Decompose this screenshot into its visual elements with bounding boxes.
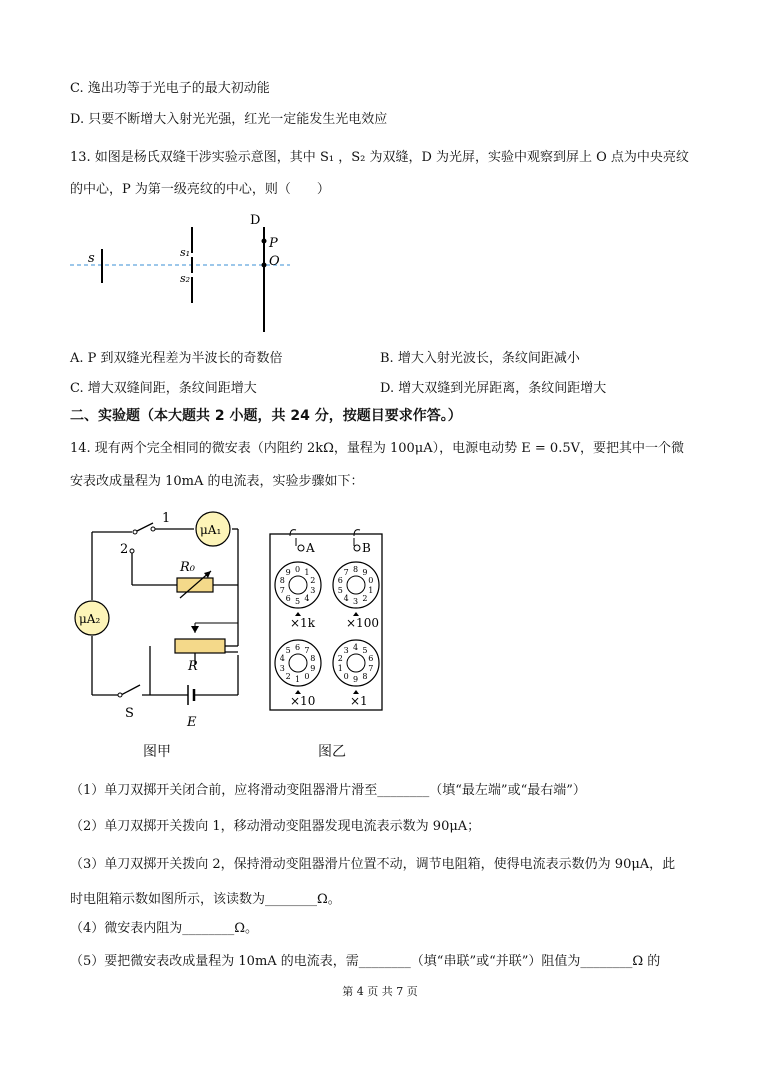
- svg-text:1: 1: [295, 675, 301, 684]
- svg-text:7: 7: [279, 585, 285, 595]
- svg-text:9: 9: [362, 568, 368, 578]
- svg-text:1: 1: [368, 585, 374, 595]
- svg-text:8: 8: [353, 565, 359, 574]
- q13-option-a: A. P 到双缝光程差为半波长的奇数倍: [70, 351, 283, 366]
- q13-stem-line2: 的中心，P 为第一级亮纹的中心，则（ ）: [70, 182, 330, 197]
- r0-label: R₀: [180, 560, 195, 575]
- svg-text:9: 9: [285, 568, 291, 578]
- svg-text:2: 2: [285, 671, 291, 681]
- svg-text:6: 6: [285, 593, 291, 603]
- section-title: 二、实验题（本大题共 2 小题，共 24 分，按题目要求作答。）: [70, 408, 462, 424]
- svg-text:4: 4: [353, 643, 359, 652]
- label-s1: s₁: [180, 246, 191, 259]
- q13-option-d: D. 增大双缝到光屏距离，条纹间距增大: [380, 381, 607, 396]
- svg-text:5: 5: [285, 646, 291, 656]
- r-label: R: [188, 659, 198, 674]
- switch-terminal-2: 2: [120, 542, 129, 557]
- multiplier-1k: ×1k: [290, 616, 315, 630]
- q14-stem-line2: 安表改成量程为 10mA 的电流表，实验步骤如下：: [70, 474, 364, 489]
- svg-text:7: 7: [343, 568, 349, 578]
- rheostat-symbol: [175, 639, 225, 653]
- q14-stem-line1: 14. 现有两个完全相同的微安表（内阻约 2kΩ，量程为 100μA），电源电动势 E = 0.5V，要把其中一个微: [70, 441, 684, 456]
- multiplier-100: ×100: [346, 616, 379, 630]
- q14-step-3-line1: （3）单刀双掷开关拨向 2，保持滑动变阻器滑片位置不动，调节电阻箱，使得电流表示数仍为 90μA，此: [70, 857, 676, 872]
- svg-text:0: 0: [368, 576, 374, 586]
- label-d: D: [250, 213, 261, 228]
- svg-text:4: 4: [304, 593, 310, 603]
- terminal-b: B: [362, 541, 371, 555]
- figure-jia-caption: 图甲: [143, 744, 171, 760]
- svg-text:6: 6: [368, 654, 374, 664]
- svg-text:2: 2: [310, 576, 316, 586]
- resistance-box-figure: [268, 528, 388, 713]
- q13-stem-line1: 13. 如图是杨氏双缝干涉实验示意图，其中 S₁ ，S₂ 为双缝，D 为光屏，实验中观察到屏上 O 点为中央亮纹: [70, 150, 689, 165]
- svg-text:1: 1: [304, 568, 310, 578]
- svg-text:4: 4: [343, 593, 349, 603]
- q13-option-b: B. 增大入射光波长，条纹间距减小: [380, 351, 580, 366]
- q14-step-5: （5）要把微安表改成量程为 10mA 的电流表，需________（填“串联”或“并联”）阻值为________Ω 的: [70, 954, 661, 969]
- q14-step-2: （2）单刀双掷开关拨向 1，移动滑动变阻器发现电流表示数为 90μA；: [70, 819, 481, 834]
- label-p: P: [269, 236, 278, 251]
- q13-option-c: C. 增大双缝间距，条纹间距增大: [70, 381, 257, 396]
- svg-text:2: 2: [337, 654, 343, 664]
- svg-text:8: 8: [362, 671, 368, 681]
- svg-text:3: 3: [343, 646, 349, 656]
- svg-text:5: 5: [362, 646, 368, 656]
- multiplier-10: ×10: [290, 694, 316, 708]
- svg-text:9: 9: [310, 663, 316, 673]
- svg-text:5: 5: [337, 585, 343, 595]
- svg-text:3: 3: [310, 585, 316, 595]
- svg-text:4: 4: [279, 654, 285, 664]
- e-label: E: [187, 715, 197, 730]
- svg-text:8: 8: [279, 576, 285, 586]
- svg-text:6: 6: [337, 576, 343, 586]
- double-slit-figure: [60, 205, 300, 335]
- svg-text:0: 0: [343, 671, 349, 681]
- q12-option-d: D. 只要不断增大入射光光强，红光一定能发生光电效应: [70, 112, 388, 127]
- circuit-diagram: [70, 505, 260, 735]
- microammeter-1-label: μA₁: [200, 523, 222, 537]
- s-label: S: [125, 706, 134, 721]
- svg-text:7: 7: [368, 663, 374, 673]
- svg-text:9: 9: [353, 675, 359, 684]
- q14-step-3-line2: 时电阻箱示数如图所示，该读数为________Ω。: [70, 892, 341, 907]
- page-footer: 第 4 页 共 7 页: [342, 985, 418, 998]
- switch-terminal-1: 1: [162, 511, 171, 526]
- svg-text:0: 0: [295, 565, 301, 574]
- label-s: s: [88, 251, 95, 266]
- svg-text:3: 3: [353, 597, 359, 606]
- label-s2: s₂: [180, 272, 191, 285]
- svg-text:2: 2: [362, 593, 368, 603]
- label-o: O: [269, 254, 280, 269]
- q14-step-4: （4）微安表内阻为________Ω。: [70, 921, 259, 936]
- q12-option-c: C. 逸出功等于光电子的最大初动能: [70, 81, 270, 96]
- svg-text:1: 1: [337, 663, 343, 673]
- svg-text:6: 6: [295, 643, 301, 652]
- svg-text:0: 0: [304, 671, 310, 681]
- svg-text:5: 5: [295, 597, 301, 606]
- svg-text:8: 8: [310, 654, 316, 664]
- svg-text:3: 3: [279, 663, 285, 673]
- multiplier-1: ×1: [350, 694, 368, 708]
- terminal-a: A: [306, 541, 315, 555]
- microammeter-2-label: μA₂: [79, 612, 101, 626]
- q14-step-1: （1）单刀双掷开关闭合前，应将滑动变阻器滑片滑至________（填“最左端”或“最右端”）: [70, 783, 586, 798]
- figure-yi-caption: 图乙: [318, 744, 346, 760]
- svg-text:7: 7: [304, 646, 310, 656]
